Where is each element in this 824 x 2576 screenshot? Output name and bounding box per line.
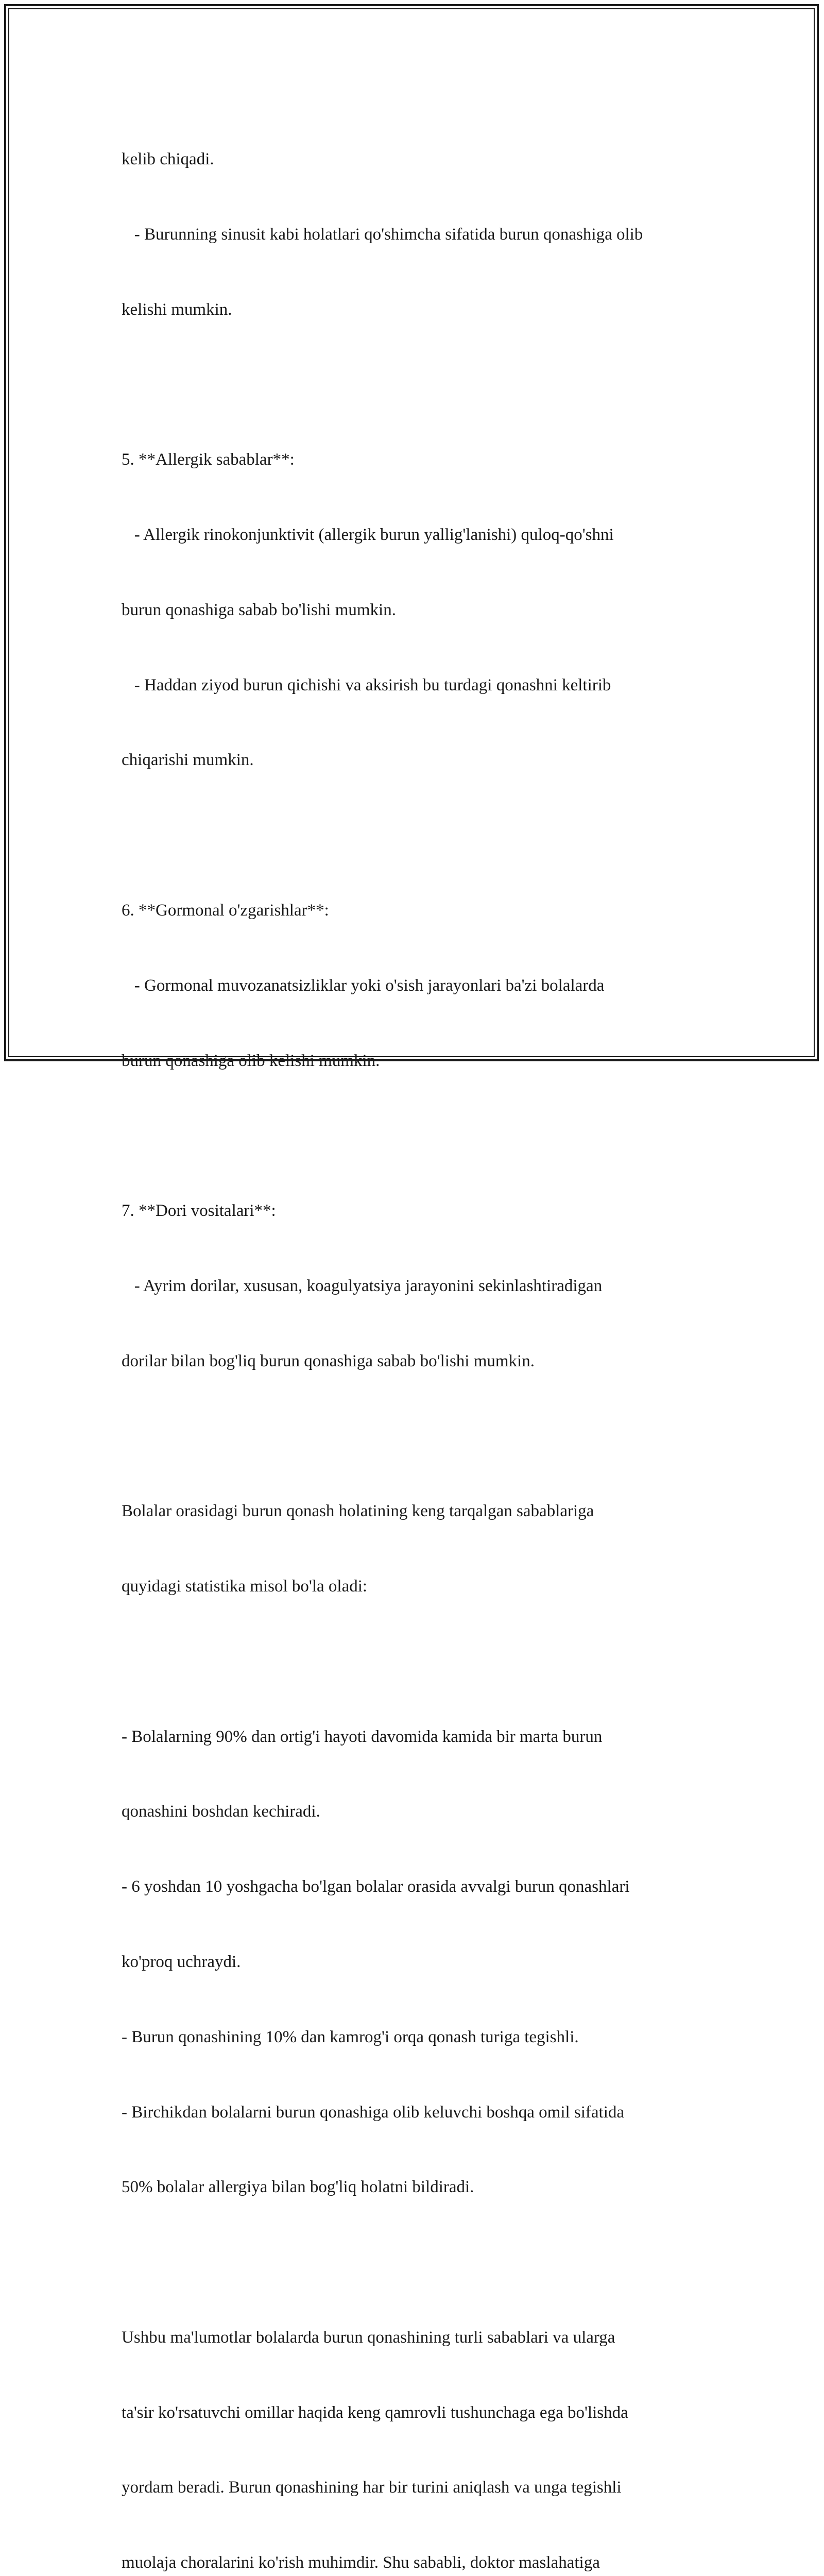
text-line: kelishi mumkin.: [122, 300, 232, 319]
text-line: - Gormonal muvozanatsizliklar yoki o'sish jarayonlari ba'zi bolalarda: [122, 976, 605, 995]
blank-line: [122, 372, 729, 398]
list-item: - Burun qonashining 10% dan kamrog'i orqa qonash turiga tegishli.: [122, 2027, 579, 2046]
text-line: - Ayrim dorilar, xususan, koagulyatsiya jarayonini sekinlashtiradigan: [122, 1276, 603, 1295]
text-line: Ushbu ma'lumotlar bolalarda burun qonashining turli sabablari va ularga: [122, 2328, 615, 2347]
text-line: ko'proq uchraydi.: [122, 1952, 241, 1971]
text-line: burun qonashiga olib kelishi mumkin.: [122, 1051, 380, 1070]
text-line: kelib chiqadi.: [122, 150, 214, 169]
section-heading: 5. **Allergik sabablar**:: [122, 450, 295, 469]
blank-line: [122, 2250, 729, 2275]
blank-line: [122, 1649, 729, 1674]
list-item: - Birchikdan bolalarni burun qonashiga olib keluvchi boshqa omil sifatida: [122, 2103, 625, 2122]
section-heading: 7. **Dori vositalari**:: [122, 1201, 276, 1221]
blank-line: [122, 1423, 729, 1449]
text-line: Bolalar orasidagi burun qonash holatining keng tarqalgan sabablariga: [122, 1502, 594, 1521]
text-line: quyidagi statistika misol bo'la oladi:: [122, 1577, 368, 1596]
section-heading: 6. **Gormonal o'zgarishlar**:: [122, 901, 329, 920]
text-line: qonashini boshdan kechiradi.: [122, 1802, 320, 1821]
document-body: [122, 97, 729, 2576]
text-line: muolaja choralarini ko'rish muhimdir. Shu sababli, doktor maslahatiga: [122, 2553, 600, 2572]
text-line: - Haddan ziyod burun qichishi va aksirish bu turdagi qonashni keltirib: [122, 675, 611, 694]
text-line: ta'sir ko'rsatuvchi omillar haqida keng qamrovli tushunchaga ega bo'lishda: [122, 2403, 628, 2422]
text-line: burun qonashiga sabab bo'lishi mumkin.: [122, 600, 396, 619]
text-line: - Allergik rinokonjunktivit (allergik burun yallig'lanishi) quloq-qo'shni: [122, 526, 614, 545]
list-item: - 6 yoshdan 10 yoshgacha bo'lgan bolalar orasida avvalgi burun qonashlari: [122, 1877, 630, 1896]
blank-line: [122, 1123, 729, 1148]
blank-line: [122, 823, 729, 848]
text-line: yordam beradi. Burun qonashining har bir turini aniqlash va unga tegishli: [122, 2478, 622, 2497]
text-line: chiqarishi mumkin.: [122, 751, 254, 770]
text-line: 50% bolalar allergiya bilan bog'liq holatni bildiradi.: [122, 2178, 474, 2197]
text-line: - Burunning sinusit kabi holatlari qo'shimcha sifatida burun qonashiga olib: [122, 225, 643, 244]
list-item: - Bolalarning 90% dan ortig'i hayoti davomida kamida bir marta burun: [122, 1727, 603, 1746]
text-line: dorilar bilan bog'liq burun qonashiga sabab bo'lishi mumkin.: [122, 1351, 535, 1370]
